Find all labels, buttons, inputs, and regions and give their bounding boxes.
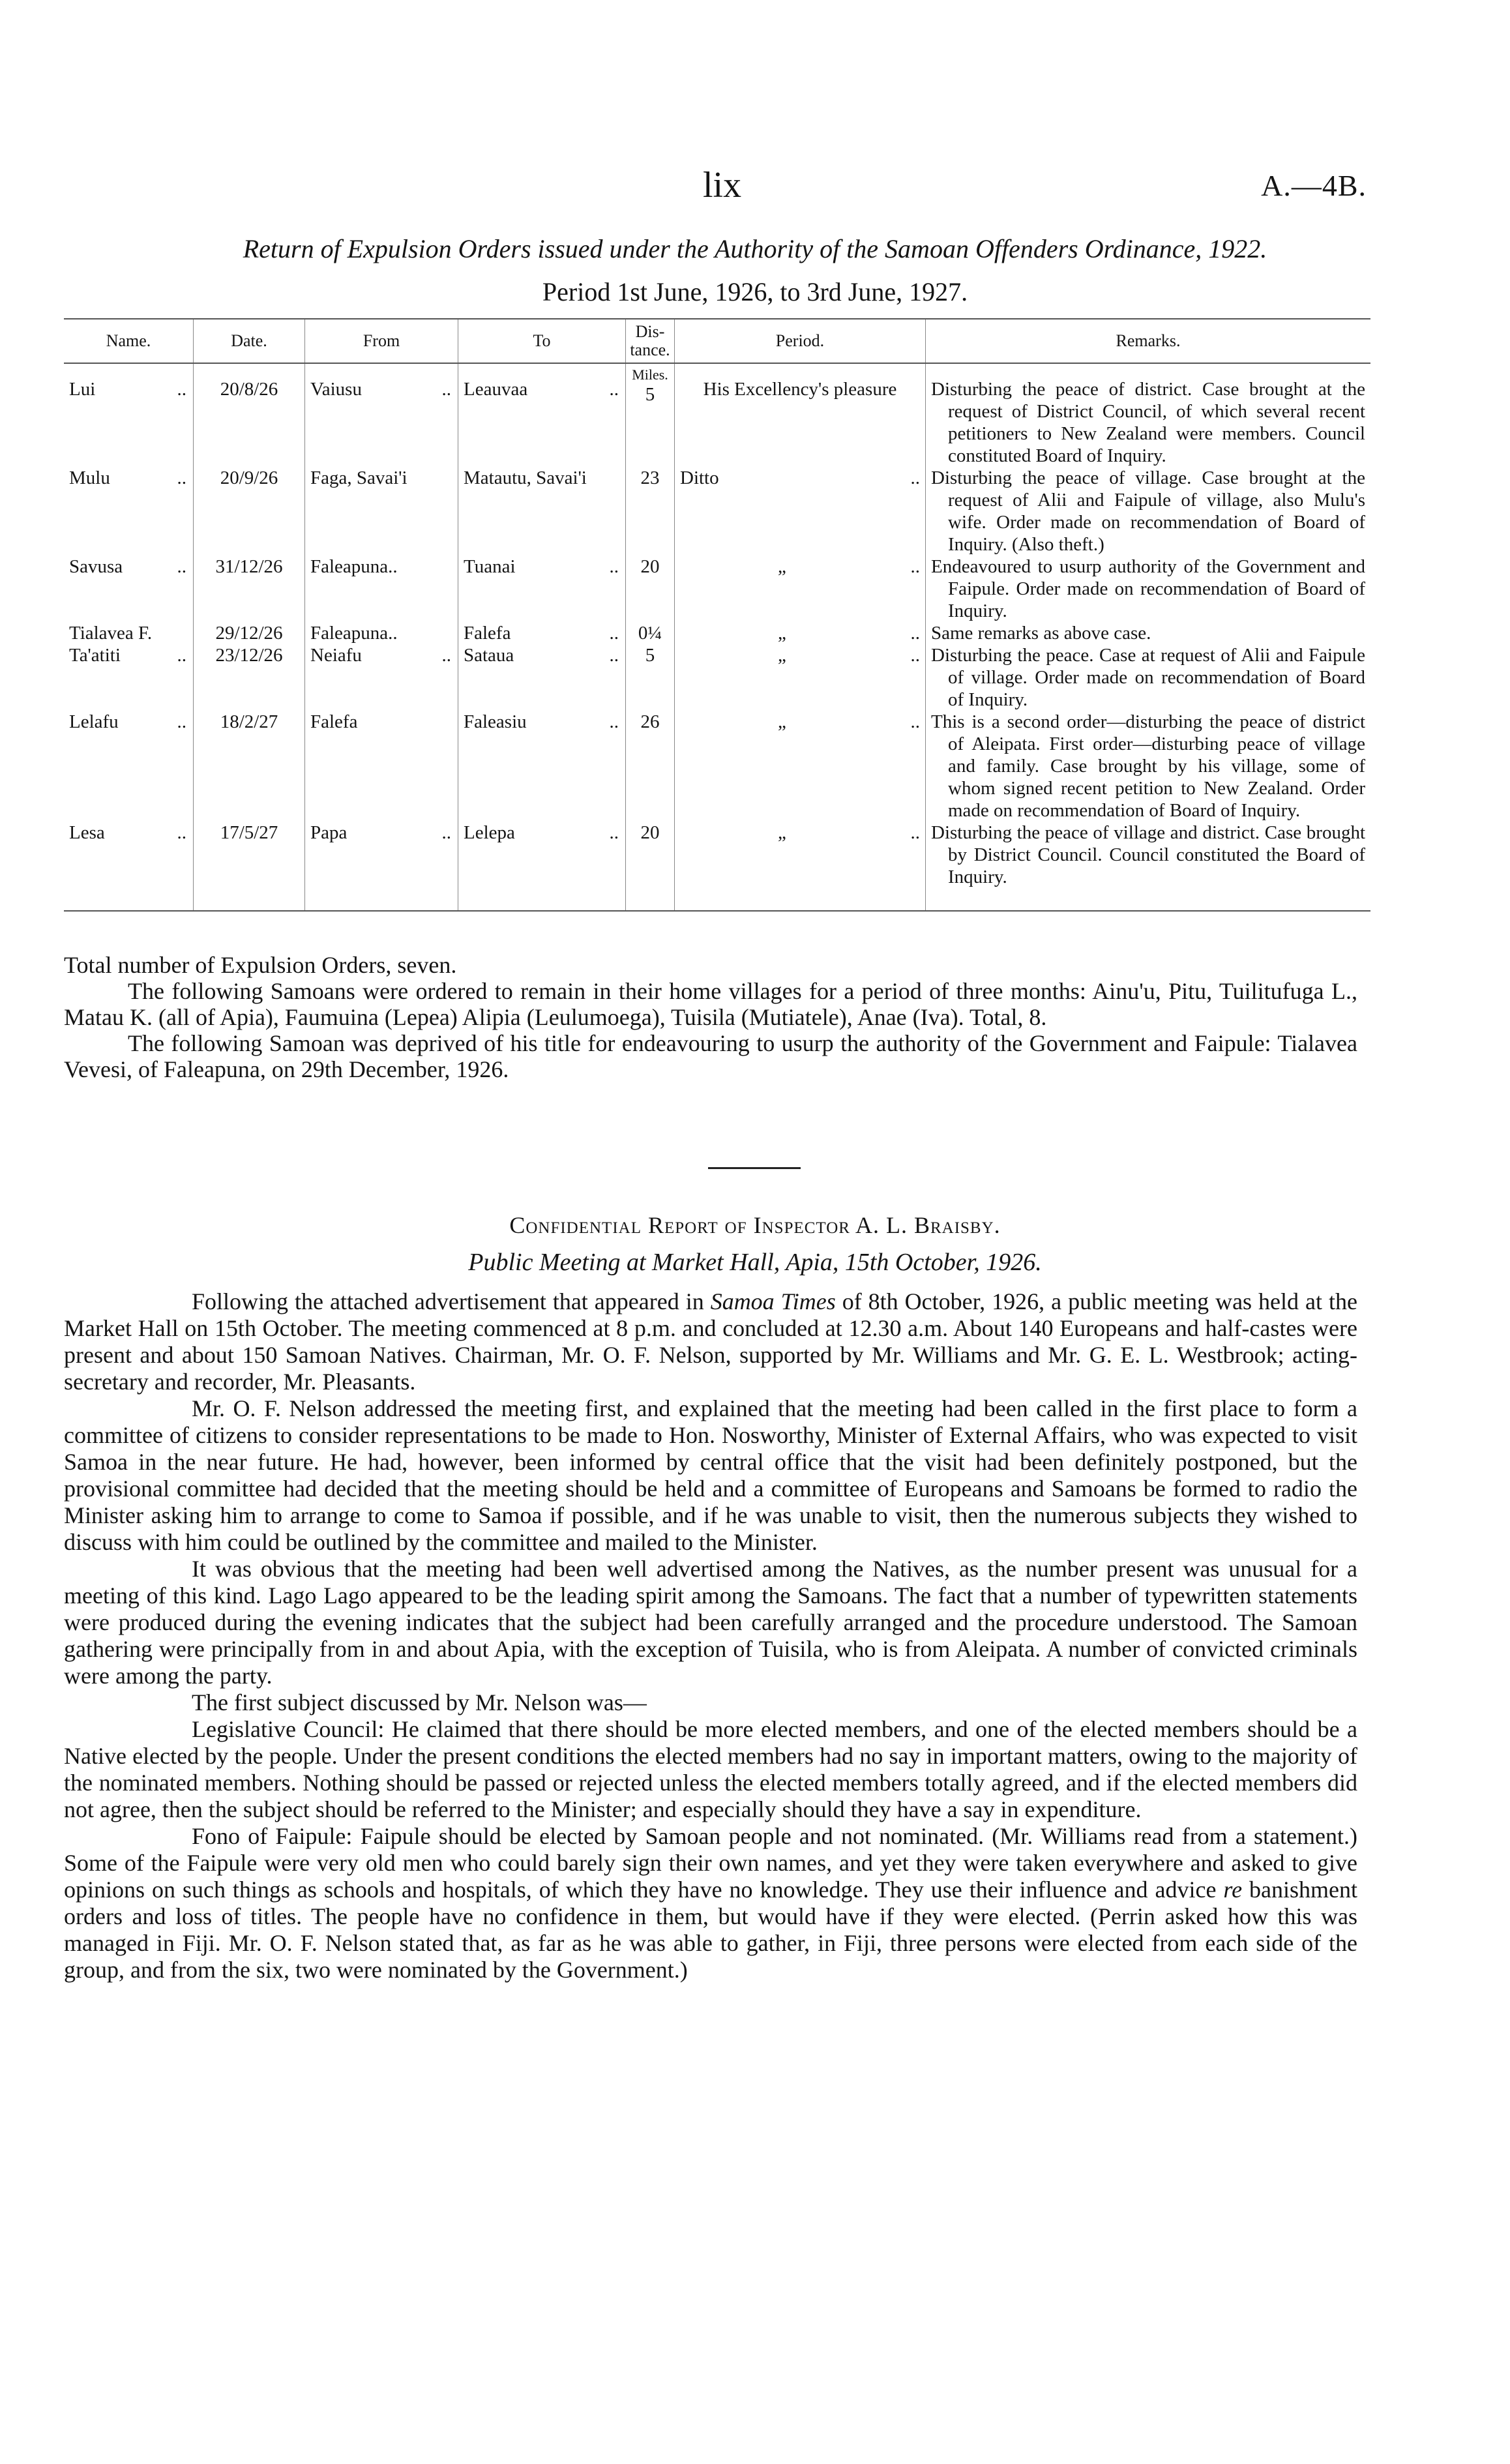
- leader-dots: ..: [441, 822, 451, 843]
- row-distance: 26: [626, 711, 675, 822]
- row-name: Tialavea F.: [69, 623, 153, 644]
- row-period: „: [778, 711, 786, 732]
- leader-dots: ..: [609, 711, 619, 732]
- report-title: Confidential Report of Inspector A. L. Braisby.: [509, 1212, 1001, 1238]
- report-subtitle: Public Meeting at Market Hall, Apia, 15th October, 1926.: [468, 1249, 1042, 1276]
- summary-title-deprived: The following Samoan was deprived of his title for endeavouring to usurp the authority of the Government and Faipule: Tialavea Vevesi, of Faleapuna, on 29th December, 1926.: [64, 1030, 1357, 1082]
- row-to: Falefa: [464, 623, 511, 644]
- row-from: Faleapuna..: [305, 622, 458, 644]
- table-row: [64, 644, 1370, 711]
- table-row: [64, 822, 1370, 911]
- leader-dots: ..: [910, 645, 920, 666]
- row-name: Lui: [69, 379, 96, 400]
- row-name: Lelafu: [69, 711, 119, 732]
- row-to: Faleasiu: [464, 711, 527, 732]
- leader-dots: ..: [177, 822, 186, 843]
- table-row: [64, 467, 1370, 556]
- row-distance: 20: [626, 822, 675, 911]
- row-to: Sataua: [464, 645, 514, 666]
- leader-dots: ..: [609, 645, 619, 666]
- paragraph-text: of 8th October, 1926, a public meeting was held at the Market Hall on 15th October. The meeting commenced at 8 p.m. and concluded at 12.30 a.m. About 140 Europeans and half-castes were present and about 150 Samoan Natives. Chairman, Mr. O. F. Nelson, supported by Mr. Williams and Mr. G. E. L. Westbrook; acting-secretary and recorder, Mr. Pleasants.: [64, 1288, 1357, 1395]
- paragraph-text: Following the attached advertisement that appeared in: [192, 1288, 711, 1314]
- row-to: Tuanai: [464, 556, 516, 577]
- leader-dots: ..: [177, 468, 186, 488]
- row-to: Leauvaa: [464, 379, 528, 400]
- leader-dots: ..: [910, 711, 920, 732]
- row-from: Faleapuna..: [305, 556, 458, 622]
- row-period: „: [778, 822, 786, 843]
- row-date: 20/8/26: [194, 363, 305, 467]
- page-number: lix: [703, 165, 742, 205]
- leader-dots: ..: [609, 822, 619, 843]
- row-to: Lelepa: [464, 822, 515, 843]
- table-row: [64, 556, 1370, 622]
- leader-dots: ..: [910, 556, 920, 577]
- leader-dots: ..: [910, 468, 920, 488]
- table-period: Period 1st June, 1926, to 3rd June, 1927.: [542, 277, 968, 306]
- report-paragraph: The first subject discussed by Mr. Nelson was—: [192, 1689, 647, 1715]
- summary-home-villages: The following Samoans were ordered to remain in their home villages for a period of three months: Ainu'u, Pitu, Tuilitufuga L., Matau K. (all of Apia), Faumuina (Lepea) Alipia (Leulumoega), Tuisila (Mutiatele), Anae (Iva). Total, 8.: [64, 978, 1357, 1030]
- row-period: „: [778, 623, 786, 644]
- col-header-period: Period.: [675, 319, 926, 363]
- leader-dots: ..: [177, 556, 186, 577]
- row-remarks: This is a second order—disturbing the peace of district of Aleipata. First order—disturbing peace of village and family. Case brought by his village, some of whom signed recent petition to New Zealand. Order made on recommendation of Board of Inquiry.: [931, 711, 1365, 821]
- expulsion-orders-table: [64, 318, 1370, 912]
- row-date: 17/5/27: [194, 822, 305, 911]
- report-paragraph: [64, 1288, 1357, 1395]
- leader-dots: ..: [441, 645, 451, 666]
- col-header-distance: Dis-tance.: [626, 319, 675, 363]
- leader-dots: ..: [910, 623, 920, 644]
- row-date: 20/9/26: [194, 467, 305, 556]
- row-distance: 5: [626, 644, 675, 711]
- row-from: Faga, Savai'i: [305, 467, 458, 556]
- section-divider: [708, 1167, 801, 1169]
- summary-total: Total number of Expulsion Orders, seven.: [64, 952, 457, 978]
- row-period: Ditto: [680, 468, 719, 488]
- latin-term: re: [1223, 1877, 1243, 1903]
- paragraph-text: Fono of Faipule: Faipule should be elected by Samoan people and not nominated. (Mr. Williams read from a statement.) Some of the Faipule were very old men who could barely sign their own names, and yet they were taken everywhere and asked to give opinions on such things as schools and hospitals, of which they have no knowledge. They use their influence and advice: [64, 1823, 1357, 1903]
- row-from: Neiafu: [310, 645, 362, 666]
- row-date: 18/2/27: [194, 711, 305, 822]
- row-remarks: Disturbing the peace of village. Case brought at the request of Alii and Faipule of village, also Mulu's wife. Order made on recommendation of Board of Inquiry. (Also theft.): [931, 468, 1365, 555]
- table-row: [64, 622, 1370, 644]
- row-remarks: Endeavoured to usurp authority of the Government and Faipule. Order made on recommendation of Board of Inquiry.: [931, 556, 1365, 621]
- row-name: Savusa: [69, 556, 123, 577]
- row-distance: 5: [645, 384, 655, 405]
- row-remarks: Same remarks as above case.: [931, 623, 1151, 644]
- row-from: Papa: [310, 822, 348, 843]
- row-remarks: Disturbing the peace of village and district. Case brought by District Council. Council constituted the Board of Inquiry.: [931, 822, 1365, 887]
- leader-dots: ..: [177, 379, 186, 400]
- newspaper-name: Samoa Times: [710, 1288, 836, 1314]
- expulsion-orders-table-wrap: [64, 318, 1365, 912]
- distance-unit: Miles.: [632, 366, 668, 383]
- row-date: 31/12/26: [194, 556, 305, 622]
- col-header-remarks: Remarks.: [926, 319, 1371, 363]
- paragraph-text: banishment orders and loss of titles. The people have no confidence in them, but would have if they were elected. (Perrin asked how this was managed in Fiji. Mr. O. F. Nelson stated that, as far as he was able to gather, in Fiji, three persons were elected from each side of the group, and from the six, two were nominated by the Government.): [64, 1877, 1357, 1983]
- summary-section: [64, 952, 1357, 1082]
- report-paragraph: Legislative Council: He claimed that there should be more elected members, and one of the elected members should be a Native elected by the people. Under the present conditions the elected members had no say in important matters, owing to the majority of the nominated members. Nothing should be passed or rejected unless the elected members totally agreed, and if the elected members did not agree, then the subject should be referred to the Minister; and especially should they have a say in expenditure.: [64, 1716, 1357, 1822]
- table-row: [64, 363, 1370, 467]
- row-date: 29/12/26: [194, 622, 305, 644]
- col-header-from: From: [305, 319, 458, 363]
- leader-dots: ..: [609, 623, 619, 644]
- row-name: Lesa: [69, 822, 105, 843]
- report-paragraph: [64, 1823, 1357, 1983]
- report-paragraph: It was obvious that the meeting had been well advertised among the Natives, as the number present was unusual for a meeting of this kind. Lago Lago appeared to be the leading spirit among the Samoans. The fact that a number of typewritten statements were produced during the evening indicates that the subject had been carefully arranged and the procedure understood. The Samoan gathering were principally from in and about Apia, with the exception of Tuisila, who is from Aleipata. A number of convicted criminals were among the party.: [64, 1556, 1357, 1689]
- col-header-to: To: [458, 319, 626, 363]
- table-row: [64, 711, 1370, 822]
- table-header-row: [64, 319, 1370, 363]
- leader-dots: ..: [177, 711, 186, 732]
- row-distance: 20: [626, 556, 675, 622]
- table-title: Return of Expulsion Orders issued under the Authority of the Samoan Offenders Ordinance, 1922.: [243, 234, 1267, 263]
- row-from: Vaiusu: [310, 379, 362, 400]
- col-header-name: Name.: [64, 319, 194, 363]
- row-period: His Excellency's pleasure: [675, 363, 926, 467]
- row-name: Mulu: [69, 468, 110, 488]
- row-period: „: [778, 556, 786, 577]
- row-date: 23/12/26: [194, 644, 305, 711]
- leader-dots: ..: [609, 556, 619, 577]
- row-remarks: Disturbing the peace. Case at request of Alii and Faipule of village. Order made on recommendation of Board of Inquiry.: [931, 645, 1365, 710]
- row-from: Falefa: [305, 711, 458, 822]
- report-paragraph: Mr. O. F. Nelson addressed the meeting first, and explained that the meeting had been called in the first place to form a committee of citizens to consider representations to be made to Hon. Nosworthy, Minister of External Affairs, who was expected to visit Samoa in the near future. He had, however, been informed by central office that the visit had been definitely postponed, but the provisional committee had decided that the meeting should be held and a committee of Europeans and Samoans be formed to radio the Minister asking him to arrange to come to Samoa if possible, and if he was unable to visit, then the numerous subjects they wished to discuss with him could be outlined by the committee and mailed to the Minister.: [64, 1395, 1357, 1555]
- row-remarks: Disturbing the peace of district. Case brought at the request of District Council, of which several recent petitioners to New Zealand were members. Council constituted Board of Inquiry.: [931, 379, 1365, 466]
- col-header-date: Date.: [194, 319, 305, 363]
- row-name: Ta'atiti: [69, 645, 121, 666]
- row-to: Matautu, Savai'i: [458, 467, 626, 556]
- leader-dots: ..: [910, 822, 920, 843]
- report-body: [64, 1288, 1357, 1983]
- row-distance: 23: [626, 467, 675, 556]
- leader-dots: ..: [177, 645, 186, 666]
- row-period: „: [778, 645, 786, 666]
- leader-dots: ..: [609, 379, 619, 400]
- document-reference: A.—4B.: [1261, 169, 1367, 202]
- row-distance: 0¼: [626, 622, 675, 644]
- leader-dots: ..: [441, 379, 451, 400]
